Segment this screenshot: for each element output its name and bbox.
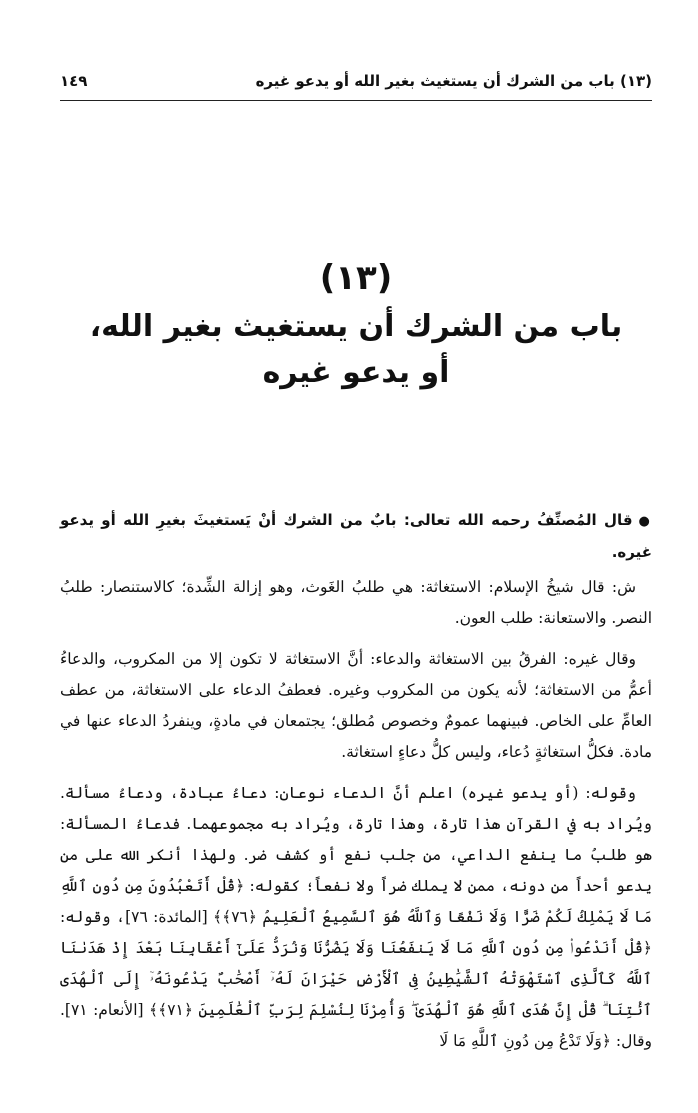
- commentary-paragraph-1: ش: قال شيخُ الإسلام: الاستغاثة: هي طلبُ الغَوث، وهو إزالة الشِّدة؛ كالاستنصار: طلبُ النصر. والاستعانة: طلب العون.: [60, 578, 652, 627]
- chapter-number: (١٣): [319, 258, 393, 298]
- commentary-paragraph-3: وقوله: (أو يدعو غيره) اعلم أنَّ الدعاء نوعان: دعاءُ عبادة، ودعاءُ مسألة. ويُراد به في القرآن هذا تارة، وهذا تارة، ويُراد به مجموعهما. فدعاءُ المسألة: هو طلبُ ما ينفع الداعي، من جلب نفع أو كشف ضر. ولهذا أنكر الله على من يدعو أحداً من دونه، ممن لا يملك ضراً ولا نفعاً؛ كقوله: ﴿قُلْ أَتَعْبُدُونَ مِن دُونِ ٱللَّهِ مَا لَا يَمْلِكُ لَكُمْ ضَرًّا وَلَا نَفْعًا وَٱللَّهُ هُوَ ٱلسَّمِيعُ ٱلْعَلِيمُ ﴿٧٦﴾﴾ [المائدة: ٧٦]، وقوله: ﴿قُلْ أَنَدْعُوا۟ مِن دُونِ ٱللَّهِ مَا لَا يَنفَعُنَا وَلَا يَضُرُّنَا وَنُرَدُّ عَلَىٰٓ أَعْقَابِنَا بَعْدَ إِذْ هَدَىٰنَا ٱللَّهُ كَٱلَّذِى ٱسْتَهْوَتْهُ ٱلشَّيَٰطِينُ فِى ٱلْأَرْضِ حَيْرَانَ لَهُۥٓ أَصْحَٰبٌ يَدْعُونَهُۥٓ إِلَى ٱلْهُدَى ٱئْتِنَا ۗ قُلْ إِنَّ هُدَى ٱللَّهِ هُوَ ٱلْهُدَىٰ ۖ وَأُمِرْنَا لِنُسْلِمَ لِرَبِّ ٱلْعَٰلَمِينَ ﴿٧١﴾﴾ [الأنعام: ٧١]. وقال: ﴿وَلَا تَدْعُ مِن دُونِ ٱللَّهِ مَا لَا: [60, 784, 652, 1050]
- chapter-heading: [60, 252, 652, 396]
- commentary-paragraph-2: وقال غيره: الفرقُ بين الاستغاثة والدعاء: أنَّ الاستغاثة لا تكون إلا من المكروب، والدعاءُ أعمُّ من الاستغاثة؛ لأنه يكون من المكروب وغيره. فعطفُ الدعاء على الاستغاثة، من عطف العامِّ على الخاص. فبينهما عمومٌ وخصوص مُطلق؛ يجتمعان في مادةٍ، وينفردُ الدعاء عنها في مادة. فكلُّ استغاثةٍ دُعاء، وليس كلُّ دعاءٍ استغاثة.: [60, 650, 652, 761]
- page-number: ١٤٩: [60, 72, 88, 90]
- chapter-title-line-2: أو يدعو غيره: [262, 355, 450, 390]
- author-quote-text: قال المُصنِّفُ رحمه الله تعالى: بابٌ من الشرك أنْ يَستغيثَ بغيرِ الله أو يدعو غيره.: [60, 511, 652, 561]
- chapter-title-line-1: باب من الشرك أن يستغيث بغير الله،: [89, 309, 623, 344]
- bullet-icon: ●: [638, 514, 653, 529]
- header-divider: [60, 100, 652, 101]
- body-text: [60, 505, 652, 1057]
- running-header-title: (١٣) باب من الشرك أن يستغيث بغير الله أو يدعو غيره: [255, 72, 652, 90]
- running-header: [60, 66, 652, 96]
- author-quote-paragraph: [60, 505, 652, 568]
